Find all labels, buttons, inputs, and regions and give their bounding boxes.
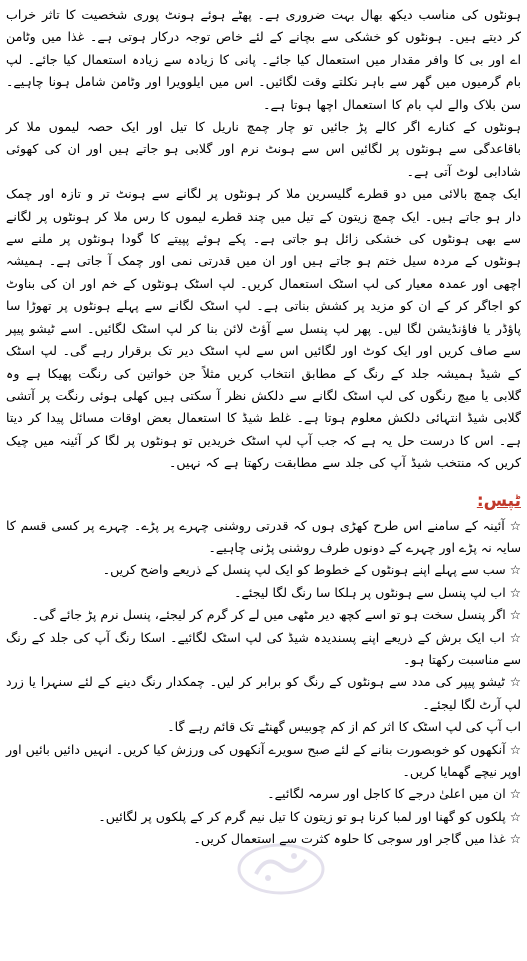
article-page bbox=[6, 4, 521, 851]
tip-item: ☆ پلکوں کو گھنا اور لمبا کرنا ہو تو زیتون کا تیل نیم گرم کر کے پلکوں پر لگائیں۔ bbox=[98, 808, 521, 824]
tip-item: ☆ ان میں اعلیٰ درجے کا کاجل اور سرمہ لگائیے۔ bbox=[267, 786, 521, 802]
tip-item: ☆ اب لپ پنسل سے ہونٹوں پر ہلکا سا رنگ لگا لیجئے۔ bbox=[234, 584, 521, 600]
article-body bbox=[6, 4, 521, 475]
tip-item: ☆ اب ایک برش کے ذریعے اپنے پسندیدہ شیڈ کی لپ اسٹک لگائیے۔ اسکا رنگ آپ کی جلد کے رنگ سے مناسبت رکھتا ہو۔ bbox=[6, 629, 521, 667]
tip-item: ☆ سب سے پہلے اپنے ہونٹوں کے خطوط کو ایک لپ پنسل کے ذریعے واضح کریں۔ bbox=[102, 562, 521, 578]
tip-item: ☆ اگر پنسل سخت ہو تو اسے کچھ دیر مٹھی میں لے کر گرم کر لیجئے، پنسل نرم پڑ جائے گی۔ bbox=[31, 607, 521, 623]
tip-item: ☆ غذا میں گاجر اور سوجی کا حلوہ کثرت سے استعمال کریں۔ bbox=[193, 831, 521, 847]
tip-item: ☆ ٹیشو پیپر کی مدد سے ہونٹوں کے رنگ کو برابر کر لیں۔ چمکدار رنگ دینے کے لئے سنہرا یا زرد لپ آرٹ لگا لیجئے۔ bbox=[6, 674, 521, 712]
article-paragraph: ایک چمچ بالائی میں دو قطرے گلیسرین ملا کر ہونٹوں پر لگانے سے ہونٹ تر و تازہ اور چمک دار ہو جاتے ہیں۔ ایک چمچ زیتون کے تیل میں چند قطرے لیموں کا رس ملا کر ہونٹوں پر لگانے سے بھی ہونٹوں کی خشکی زائل ہو جاتی ہے۔ پکے ہوئے پپیتے کا گودا ہونٹوں پر ملنے سے ہونٹوں کے مردہ سیل ختم ہو جاتے ہیں اور ان میں قدرتی نمی اور چمک آ جاتی ہے۔ ہمیشہ اچھی اور عمدہ معیار کی لپ اسٹک استعمال کریں۔ لپ اسٹک ہونٹوں کے خم اور ان کی بناوٹ کو اجاگر کر کے ان کو مزید پر کشش بناتی ہے۔ لپ اسٹک لگانے سے پہلے ہونٹوں پر تھوڑا سا پاؤڈر یا فاؤنڈیشن لگا لیں۔ پھر لپ پنسل سے آؤٹ لائن بنا کر لپ اسٹک لگائیں۔ اسے ٹیشو پیپر سے صاف کریں اور ایک کوٹ اور لگائیں اس سے لپ اسٹک دیر تک برقرار رہے گی۔ لپ اسٹک کے شیڈ ہمیشہ جلد کے رنگ کے مطابق انتخاب کریں مثلاً جن خواتین کی رنگت پھیکا ہے وہ گلابی یا میچ رنگوں کی لپ اسٹک لگانے سے دلکش نظر آ سکتی ہیں کھلی ہوئی رنگت پر آتشی گلابی شیڈ انتہائی دلکش معلوم ہوتا ہے۔ غلط شیڈ کا استعمال بعض اوقات مسائل پیدا کر دیتا ہے۔ اس کا درست حل یہ ہے کہ جب آپ لپ اسٹک خریدیں تو ہونٹوں پر لگا کر آئینہ میں چیک کریں کہ منتخب شیڈ آپ کی جلد سے مطابقت رکھتا ہے کہ نہیں۔ bbox=[6, 186, 521, 471]
tips-list bbox=[6, 515, 521, 851]
tip-item: ☆ آئینہ کے سامنے اس طرح کھڑی ہوں کہ قدرتی روشنی چہرے پر پڑے۔ چہرے پر کسی قسم کا سایہ نہ پڑے اور چہرے کے دونوں طرف روشنی پڑنی چاہیے۔ bbox=[6, 517, 521, 555]
tip-item: اب آپ کی لپ اسٹک کا اثر کم از کم چوبیس گھنٹے تک قائم رہے گا۔ bbox=[167, 719, 521, 735]
tip-item: ☆ آنکھوں کو خوبصورت بنانے کے لئے صبح سویرے آنکھوں کی ورزش کیا کریں۔ انہیں دائیں بائیں اور اوپر نیچے گھمایا کریں۔ bbox=[6, 741, 521, 779]
article-paragraph: ہونٹوں کی مناسب دیکھ بھال بہت ضروری ہے۔ پھٹے ہوئے ہونٹ پوری شخصیت کا تاثر خراب کر دیتے ہیں۔ ہونٹوں کو خشکی سے بچانے کے لئے خاص توجہ درکار ہوتی ہے۔ غذا میں وٹامن اے اور بی کا وافر مقدار میں استعمال کیا جائے۔ پانی کا زیادہ سے زیادہ استعمال کیا جائے۔ لپ بام گرمیوں میں گھر سے باہر نکلتے وقت لگائیں۔ اس میں ایلوویرا اور وٹامن شامل ہونا چاہیے۔ سن بلاک والے لپ بام کا استعمال اچھا ہوتا ہے۔ bbox=[6, 7, 521, 112]
tips-heading: ٹپس: bbox=[476, 490, 521, 511]
article-paragraph: ہونٹوں کے کنارے اگر کالے پڑ جائیں تو چار چمچ ناریل کا تیل اور ایک حصہ لیموں ملا کر باقاعدگی سے ہونٹوں پر لگائیں اس سے ہونٹ نرم اور گلابی ہو جاتے ہیں اور ان کی کھوئی شادابی لوٹ آتی ہے۔ bbox=[6, 119, 521, 179]
